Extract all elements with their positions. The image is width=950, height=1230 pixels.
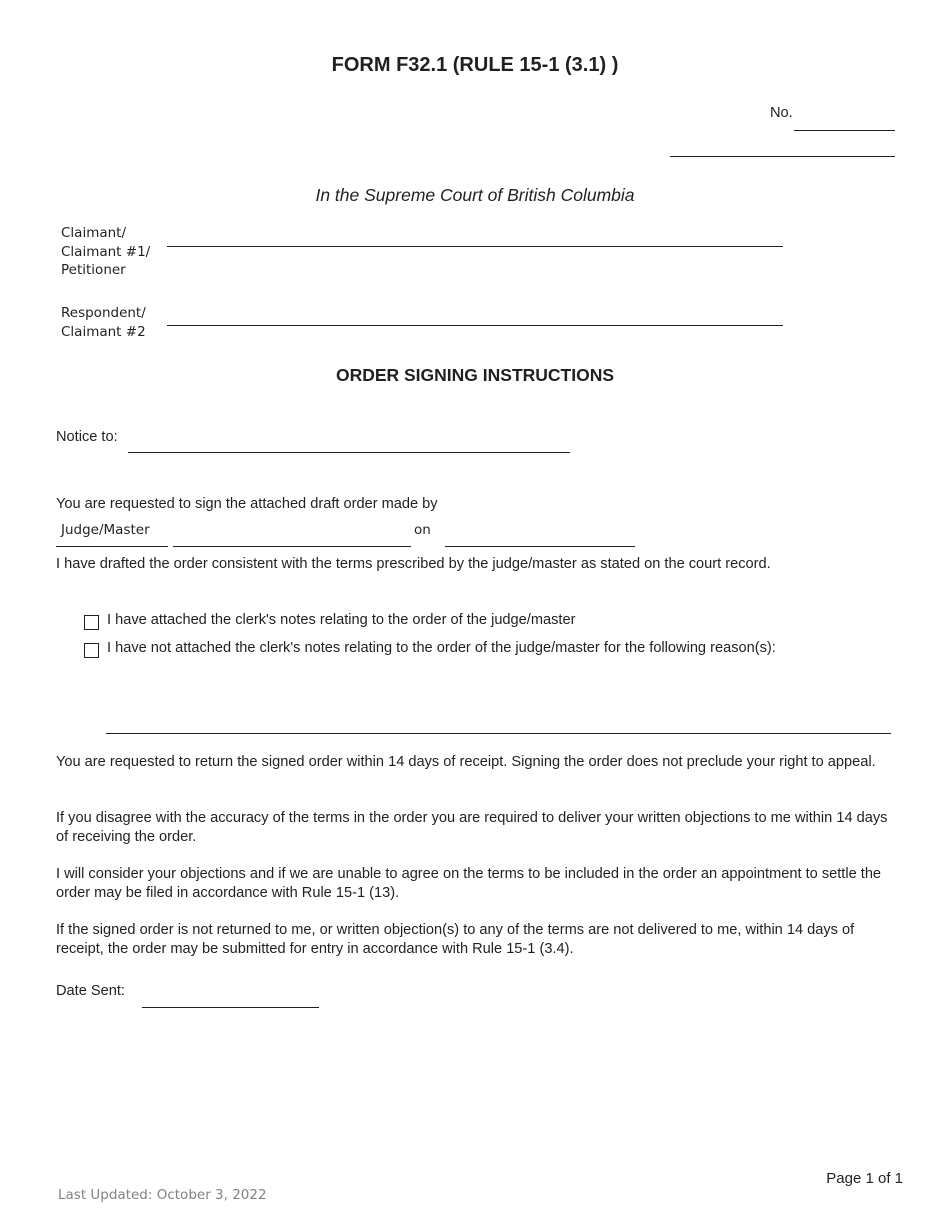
respondent-label: Respondent/ Claimant #2 [61, 305, 146, 340]
clerks-notes-attached-checkbox[interactable] [84, 615, 99, 630]
order-date-field[interactable] [445, 546, 635, 547]
notice-to-label: Notice to: [56, 429, 118, 445]
submission-paragraph: If the signed order is not returned to me, or written objection(s) to any of the terms are not delivered to me, within 14 days of receipt, the order may be submitted for entry in accordance with Rule 15-1 (3.4). [56, 922, 855, 957]
clerks-notes-not-attached-label: I have not attached the clerk's notes relating to the order of the judge/master for the following reason(s): [107, 640, 776, 656]
form-title: FORM F32.1 (RULE 15-1 (3.1) ) [331, 54, 619, 76]
on-label: on [414, 522, 431, 538]
reasons-field[interactable] [106, 733, 891, 734]
registry-field[interactable] [670, 156, 895, 157]
court-name: In the Supreme Court of British Columbia [315, 185, 635, 205]
date-sent-label: Date Sent: [56, 983, 125, 999]
judge-master-name-field[interactable] [173, 546, 411, 547]
date-sent-field[interactable] [142, 1007, 319, 1008]
return-instructions-paragraph: You are requested to return the signed order within 14 days of receipt. Signing the order does not preclude your right to appeal. [56, 754, 876, 770]
judge-master-label: Judge/Master [61, 522, 150, 538]
clerks-notes-attached-label: I have attached the clerk's notes relating to the order of the judge/master [107, 612, 576, 628]
section-title: ORDER SIGNING INSTRUCTIONS [335, 365, 615, 385]
clerks-notes-not-attached-checkbox[interactable] [84, 643, 99, 658]
respondent-field[interactable] [167, 325, 783, 326]
last-updated: Last Updated: October 3, 2022 [58, 1187, 267, 1203]
draft-statement: I have drafted the order consistent with the terms prescribed by the judge/master as stated on the court record. [56, 556, 771, 572]
claimant-label: Claimant/ Claimant #1/ Petitioner [61, 225, 151, 278]
file-number-field[interactable] [794, 130, 895, 131]
notice-to-field[interactable] [128, 452, 570, 453]
objections-paragraph: If you disagree with the accuracy of the terms in the order you are required to deliver your written objections to me within 14 days of receiving the order. [56, 810, 888, 845]
claimant-field[interactable] [167, 246, 783, 247]
judge-master-title-field[interactable] [56, 546, 168, 547]
page-number: Page 1 of 1 [826, 1170, 903, 1187]
draft-order-intro: You are requested to sign the attached draft order made by [56, 496, 438, 512]
appointment-paragraph: I will consider your objections and if we are unable to agree on the terms to be included in the order an appointment to settle the order may be filed in accordance with Rule 15-1 (13). [56, 866, 882, 901]
file-number-label: No. [770, 105, 793, 121]
